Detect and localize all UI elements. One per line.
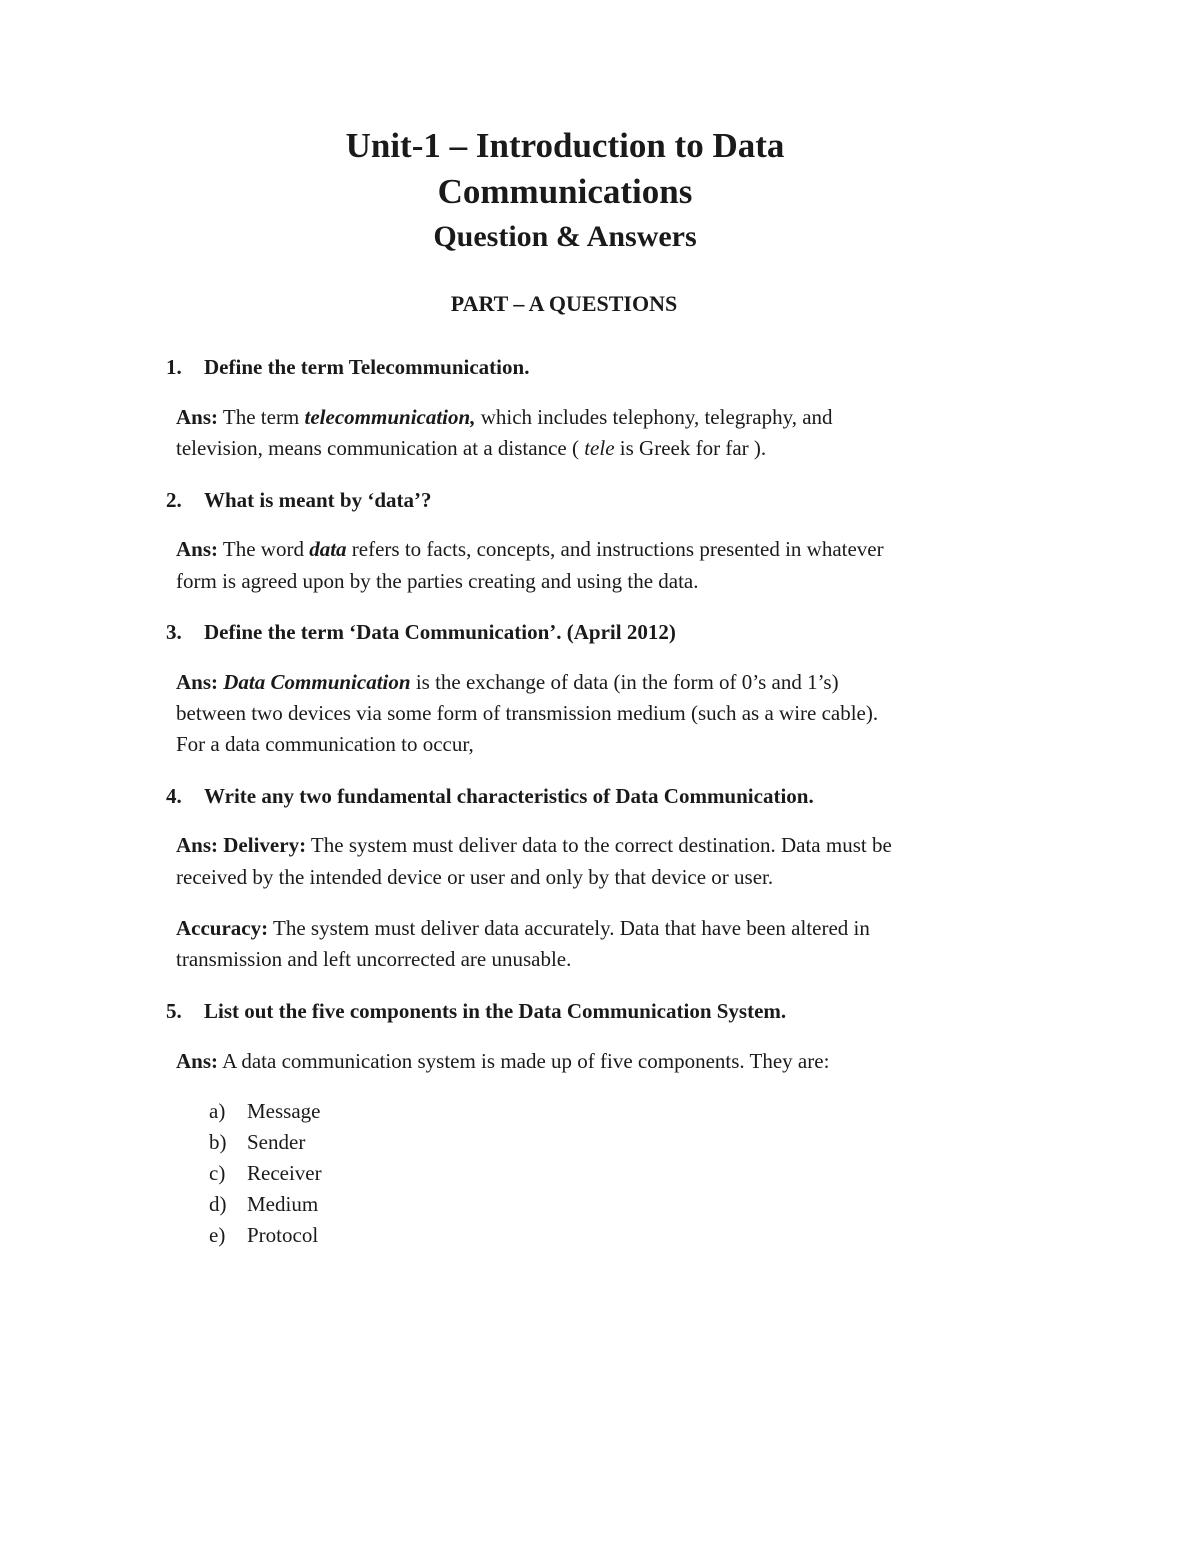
answer-text: A data communication system is made up of five components. They are: bbox=[218, 1049, 830, 1073]
answer-1-line-2 bbox=[176, 438, 766, 459]
answer-label: Ans: bbox=[176, 670, 219, 694]
answer-3-line-2: between two devices via some form of transmission medium (such as a wire cable). bbox=[176, 701, 879, 725]
answer-text: The system must deliver data accurately. Data that have been altered in bbox=[268, 916, 870, 940]
answer-4-delivery-line-2: received by the intended device or user and only by that device or user. bbox=[176, 865, 774, 889]
answer-4-accuracy-line-2: transmission and left uncorrected are unusable. bbox=[176, 947, 572, 971]
answer-text: The term bbox=[218, 405, 305, 429]
list-item bbox=[209, 1194, 318, 1215]
question-2 bbox=[166, 490, 432, 511]
subtitle: Question & Answers bbox=[433, 220, 697, 253]
question-number: 4. bbox=[166, 784, 182, 808]
question-text: Write any two fundamental characteristics of Data Communication. bbox=[204, 784, 814, 808]
list-item-label: Message bbox=[247, 1099, 321, 1123]
answer-text: is the exchange of data (in the form of 0’s and 1’s) bbox=[410, 670, 839, 694]
answer-2-line-1 bbox=[176, 539, 884, 560]
answer-5-line-1 bbox=[176, 1051, 829, 1072]
answer-1-line-1 bbox=[176, 407, 833, 428]
list-marker: d) bbox=[209, 1192, 227, 1216]
list-marker: c) bbox=[209, 1161, 226, 1185]
term-emphasis: telecommunication, bbox=[304, 405, 476, 429]
list-item-label: Receiver bbox=[247, 1161, 322, 1185]
answer-label: Ans: bbox=[176, 1049, 219, 1073]
question-3 bbox=[166, 622, 676, 643]
question-text: Define the term ‘Data Communication’. (April 2012) bbox=[204, 620, 676, 644]
question-text: Define the term Telecommunication. bbox=[204, 355, 530, 379]
answer-label: Ans: bbox=[176, 405, 219, 429]
question-text: List out the five components in the Data Communication System. bbox=[204, 999, 787, 1023]
list-marker: e) bbox=[209, 1223, 226, 1247]
list-marker: a) bbox=[209, 1099, 226, 1123]
answer-text: which includes telephony, telegraphy, and bbox=[475, 405, 833, 429]
answer-4-delivery-line-1 bbox=[176, 835, 892, 856]
question-number: 5. bbox=[166, 999, 182, 1023]
title-line-1: Unit-1 – Introduction to Data bbox=[345, 126, 785, 165]
answer-4-accuracy-line-1 bbox=[176, 918, 870, 939]
answer-label: Ans: bbox=[176, 537, 219, 561]
delivery-label: Delivery: bbox=[223, 833, 307, 857]
list-item-label: Sender bbox=[247, 1130, 306, 1154]
term-emphasis: tele bbox=[584, 436, 615, 460]
list-item bbox=[209, 1132, 305, 1153]
list-marker: b) bbox=[209, 1130, 227, 1154]
answer-text: is Greek for far ). bbox=[614, 436, 767, 460]
list-item-label: Protocol bbox=[247, 1223, 319, 1247]
answer-text: refers to facts, concepts, and instructions presented in whatever bbox=[346, 537, 884, 561]
question-number: 1. bbox=[166, 355, 182, 379]
list-item bbox=[209, 1101, 320, 1122]
question-text: What is meant by ‘data’? bbox=[204, 488, 432, 512]
question-number: 3. bbox=[166, 620, 182, 644]
question-1 bbox=[166, 357, 529, 378]
list-item bbox=[209, 1225, 318, 1246]
accuracy-label: Accuracy: bbox=[176, 916, 269, 940]
answer-text: television, means communication at a distance ( bbox=[176, 436, 585, 460]
title-line-2: Communications bbox=[437, 172, 693, 211]
answer-text: The word bbox=[218, 537, 310, 561]
answer-text: The system must deliver data to the correct destination. Data must be bbox=[306, 833, 892, 857]
list-item bbox=[209, 1163, 322, 1184]
term-emphasis: Data Communication bbox=[223, 670, 411, 694]
answer-3-line-1 bbox=[176, 672, 839, 693]
question-number: 2. bbox=[166, 488, 182, 512]
answer-2-line-2: form is agreed upon by the parties creating and using the data. bbox=[176, 569, 699, 593]
list-item-label: Medium bbox=[247, 1192, 319, 1216]
answer-label: Ans: bbox=[176, 833, 219, 857]
part-heading: PART – A QUESTIONS bbox=[450, 291, 678, 316]
question-4 bbox=[166, 786, 814, 807]
term-emphasis: data bbox=[309, 537, 347, 561]
answer-3-line-3: For a data communication to occur, bbox=[176, 732, 474, 756]
question-5 bbox=[166, 1001, 786, 1022]
